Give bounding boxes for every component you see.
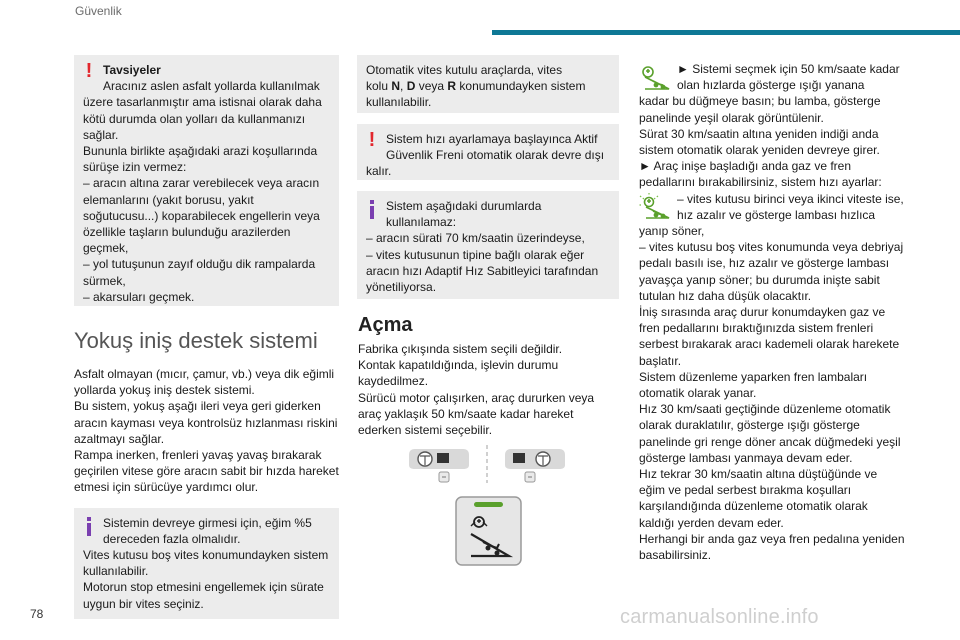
active-brake-warning-rest: kalır.: [366, 164, 392, 179]
info-icon: [366, 198, 378, 230]
automatic-gearbox-box: [357, 55, 619, 113]
warning-icon: !: [85, 60, 93, 82]
gear-instruction-row: [639, 191, 905, 223]
select-instruction-row: [639, 61, 905, 93]
active-brake-warning-box: [357, 124, 619, 180]
hill-descent-intro: Asfalt olmayan (mıcır, çamur, vb.) veya dik eğimli yollarda yokuş iniş destek sistemi. Bu sistem, yokuş aşağı ileri veya geri giderken aracın kayması veya kontrolsüz hızlanması riskini azaltmayı sağlar. Rampa inerken, frenleri yavaş yavaş bırakarak geçirilen vitese göre aracın sabit bir hızda hareket etmesi için sürücüye yardımcı olur.: [74, 367, 339, 495]
warning-icon: !: [368, 129, 376, 151]
page-number: 78: [30, 607, 44, 621]
hill-descent-button-illustration: [455, 496, 522, 566]
unavailable-rest: – aracın sürati 70 km/saatin üzerindeyse, – vites kutusunun tipine bağlı olarak eğer aracın hızı Adaptif Hız Sabitleyici tarafından yönetiliyorsa.: [366, 231, 599, 295]
header-accent-bar: [492, 30, 960, 35]
right-control-panel: [505, 449, 565, 482]
running-header: Güvenlik: [75, 4, 122, 18]
info-conditions-first: Sistemin devreye girmesi için, eğim %5 dereceden fazla olmalıdır.: [103, 515, 312, 546]
advice-first-line: Aracınız aslen asfalt yollarda kullanılmak: [103, 79, 320, 94]
info-icon: [83, 515, 95, 547]
info-conditions-rest: Vites kutusu boş vites konumundayken sistem kullanılabilir. Motorun stop etmesini engellemek için sürate uygun bir vites seçiniz.: [83, 548, 329, 611]
advice-title: Tavsiyeler: [103, 63, 161, 77]
unavailable-first: Sistem aşağıdaki durumlarda kullanılamaz:: [386, 199, 542, 230]
info-box-conditions: [74, 508, 339, 619]
auto-line-3: kullanılabilir.: [366, 95, 432, 110]
column-3: [639, 61, 905, 563]
column-2: [357, 55, 619, 438]
column-1: [74, 55, 339, 619]
active-brake-warning-first: Sistem hızı ayarlamaya başlayınca Aktif Güvenlik Freni otomatik olarak devre dışı: [386, 132, 605, 163]
unavailable-info-box: [357, 191, 619, 299]
gear-instruction-rest: yanıp söner, – vites kutusu boş vites konumunda veya debriyaj pedalı basılı ise, hız azalır ve gösterge lambası yavaşça yanıp söner; bu durumda inişte sabit tutulan hız daha düşük olacaktır. İniş sırasında araç durur konumdayken gaz ve fren pedallarını bıraktığınızda sistem frenleri serbest bırakarak aracı kademeli olarak harekete başlatır. Sistem düzenleme yaparken fren lambaları otomatik olarak yanar. Hız 30 km/saati geçtiğinde düzenleme otomatik olarak duraklatılır, gösterge ışığı gösterge panelinde gri renge döner ancak düğmedeki yeşil gösterge lambası yanmaya devam eder. Hız tekrar 30 km/saatin altına düştüğünde ve eğim ve pedal serbest bırakma koşulları karşılandığında düzenleme otomatik olarak kaldığı yerden devam eder. Herhangi bir anda gaz veya fren pedalına yeniden basabilirsiniz.: [639, 224, 905, 563]
auto-line-2: kolu N, D veya R konumundayken sistem: [366, 79, 586, 94]
left-control-panel: [409, 449, 469, 482]
watermark: carmanualsonline.info: [620, 606, 819, 628]
select-instruction-rest: kadar bu düğmeye basın; bu lamba, gösterge panelinde yeşil olarak görüntülenir. Sürat 30 km/saatin altına yeniden indiği anda sistem otomatik olarak yeniden devreye girer. ► Araç inişe başladığı anda gaz ve fren pedallarını bırakabilirsiniz, sistem hızı ayarlar:: [639, 94, 882, 190]
advice-body: üzere tasarlanmıştır ama istisnai olarak daha kötü durumda olan yolları da kullanmanızı sağlar. Bununla birlikte aşağıdaki arazi koşullarında sürüşe izin vermez: – aracın altına zarar verebilecek veya aracın elemanlarını (yakıt borusu, yakıt soğutucusu...) koparabilecek engellerin veya özellikle taşların bulunduğu arazilerden geçmek, – yol tutuşunun zayıf olduğu dik rampalarda sürmek, – akarsuları geçmek.: [83, 95, 322, 304]
hill-descent-green-icon: [639, 65, 671, 91]
section-title-activation: Açma: [358, 314, 413, 336]
hill-descent-flashing-icon: [639, 193, 671, 221]
select-instruction-first: ► Sistemi seçmek için 50 km/saate kadar olan hızlarda gösterge ışığı yanana: [677, 62, 900, 93]
section-title-hill-descent: Yokuş iniş destek sistemi: [74, 328, 318, 353]
auto-line-1: Otomatik vites kutulu araçlarda, vites: [366, 63, 563, 77]
dashboard-controls-illustration: [405, 443, 570, 489]
gear-instruction-first: – vites kutusu birinci veya ikinci viteste ise, hız azalır ve gösterge lambası hızlıca: [677, 191, 904, 222]
activation-body: Fabrika çıkışında sistem seçili değildir. Kontak kapatıldığında, işlevin durumu kaydedilmez. Sürücü motor çalışırken, araç dururken veya araç yaklaşık 50 km/saate kadar hareket ederken sistemi seçebilir.: [358, 342, 595, 438]
advice-box: [74, 55, 339, 306]
